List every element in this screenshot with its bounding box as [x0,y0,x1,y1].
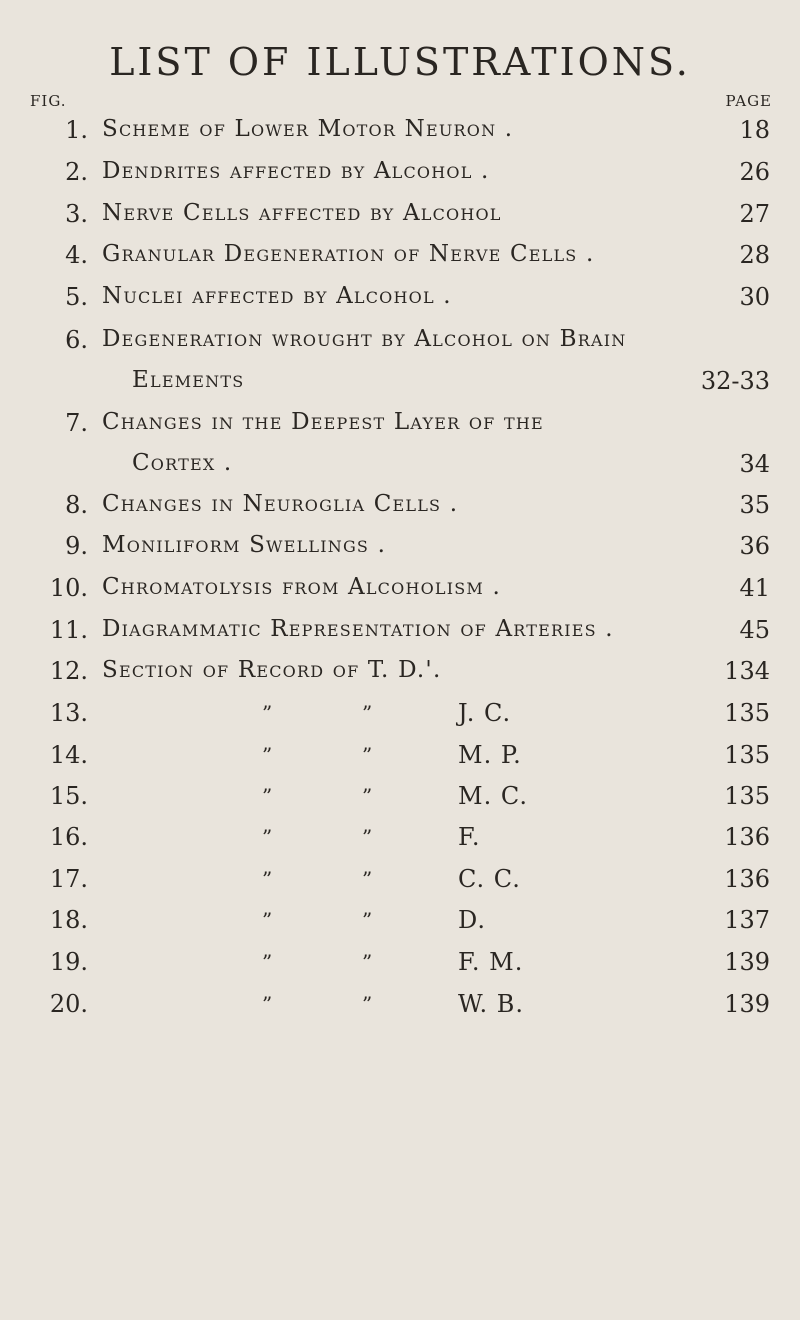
figure-number: 9. [65,532,88,560]
list-item [0,409,800,478]
page-number: 30 [739,283,770,311]
page-number: 36 [739,532,770,560]
illustration-title: Moniliform Swellings . [102,532,387,558]
record-initials: F. [458,823,481,851]
figure-number: 20. [49,990,88,1018]
ditto-mark: ” [262,701,273,725]
ditto-mark: ” [362,950,373,974]
page-number: 139 [724,948,770,976]
ditto-mark: ” [262,950,273,974]
illustration-title: Granular Degeneration of Nerve Cells . [102,241,595,267]
page-number: 134 [724,657,770,685]
list-item [0,823,800,867]
page-number: 45 [739,616,770,644]
record-initials: M. P. [458,741,522,769]
ditto-mark: ” [262,908,273,932]
ditto-mark: ” [362,992,373,1016]
ditto-mark: ” [362,908,373,932]
illustration-title: Changes in the Deepest Layer of the [102,409,544,435]
page-number: 139 [724,990,770,1018]
list-item [0,532,800,576]
list-item [0,616,800,660]
figure-number: 15. [49,782,88,810]
illustration-title: Section of Record of T. D.'. [102,657,442,683]
figure-number: 4. [65,241,88,269]
page-number: 34 [739,450,770,478]
illustration-title-continuation: Cortex . [132,450,233,476]
figure-number: 10. [49,574,88,602]
record-initials: J. C. [458,699,512,727]
illustration-title: Nerve Cells affected by Alcohol [102,200,502,226]
illustration-title: Diagrammatic Representation of Arteries . [102,616,614,642]
page-number: 27 [739,200,770,228]
illustration-title: Degeneration wrought by Alcohol on Brain [102,326,627,352]
page-number: 35 [739,491,770,519]
list-item [0,200,800,244]
page-number: 26 [739,158,770,186]
figure-number: 18. [49,906,88,934]
list-item [0,326,800,395]
figure-number: 6. [65,326,88,354]
list-item [0,990,800,1034]
figure-number: 1. [65,116,88,144]
list-item [0,782,800,826]
figure-number: 16. [49,823,88,851]
figure-number: 7. [65,409,88,437]
ditto-mark: ” [262,784,273,808]
page-number: 135 [724,741,770,769]
figure-number: 12. [49,657,88,685]
page-title: LIST OF ILLUSTRATIONS. [109,40,691,84]
list-item [0,283,800,327]
page-number: 135 [724,782,770,810]
illustration-title: Changes in Neuroglia Cells . [102,491,459,517]
illustration-title: Scheme of Lower Motor Neuron . [102,116,514,142]
page-number: 32-33 [700,367,770,395]
list-item [0,491,800,535]
record-initials: C. C. [458,865,521,893]
fig-column-header: FIG. [30,92,67,110]
figure-number: 5. [65,283,88,311]
figure-number: 17. [49,865,88,893]
list-item [0,948,800,992]
page-number: 136 [724,823,770,851]
figure-number: 11. [49,616,88,644]
illustration-title: Dendrites affected by Alcohol . [102,158,490,184]
list-item [0,116,800,160]
ditto-mark: ” [362,784,373,808]
list-item [0,158,800,202]
list-item [0,241,800,285]
page-number: 41 [739,574,770,602]
ditto-mark: ” [362,701,373,725]
record-initials: W. B. [458,990,524,1018]
figure-number: 19. [49,948,88,976]
page-number: 137 [724,906,770,934]
figure-number: 14. [49,741,88,769]
page-number: 28 [739,241,770,269]
list-item [0,865,800,909]
ditto-mark: ” [262,825,273,849]
illustration-title: Chromatolysis from Alcoholism . [102,574,502,600]
illustration-title: Nuclei affected by Alcohol . [102,283,452,309]
page-number: 18 [739,116,770,144]
ditto-mark: ” [262,743,273,767]
page-number: 135 [724,699,770,727]
ditto-mark: ” [262,867,273,891]
figure-number: 8. [65,491,88,519]
record-initials: F. M. [458,948,524,976]
page-number: 136 [724,865,770,893]
list-item [0,741,800,785]
ditto-mark: ” [362,743,373,767]
illustration-title-continuation: Elements [132,367,245,393]
record-initials: D. [458,906,487,934]
figure-number: 13. [49,699,88,727]
ditto-mark: ” [262,992,273,1016]
record-initials: M. C. [458,782,528,810]
figure-number: 3. [65,200,88,228]
list-item [0,699,800,743]
figure-number: 2. [65,158,88,186]
ditto-mark: ” [362,825,373,849]
page-column-header: PAGE [725,92,772,110]
ditto-mark: ” [362,867,373,891]
list-item [0,574,800,618]
list-item [0,657,800,701]
list-item [0,906,800,950]
